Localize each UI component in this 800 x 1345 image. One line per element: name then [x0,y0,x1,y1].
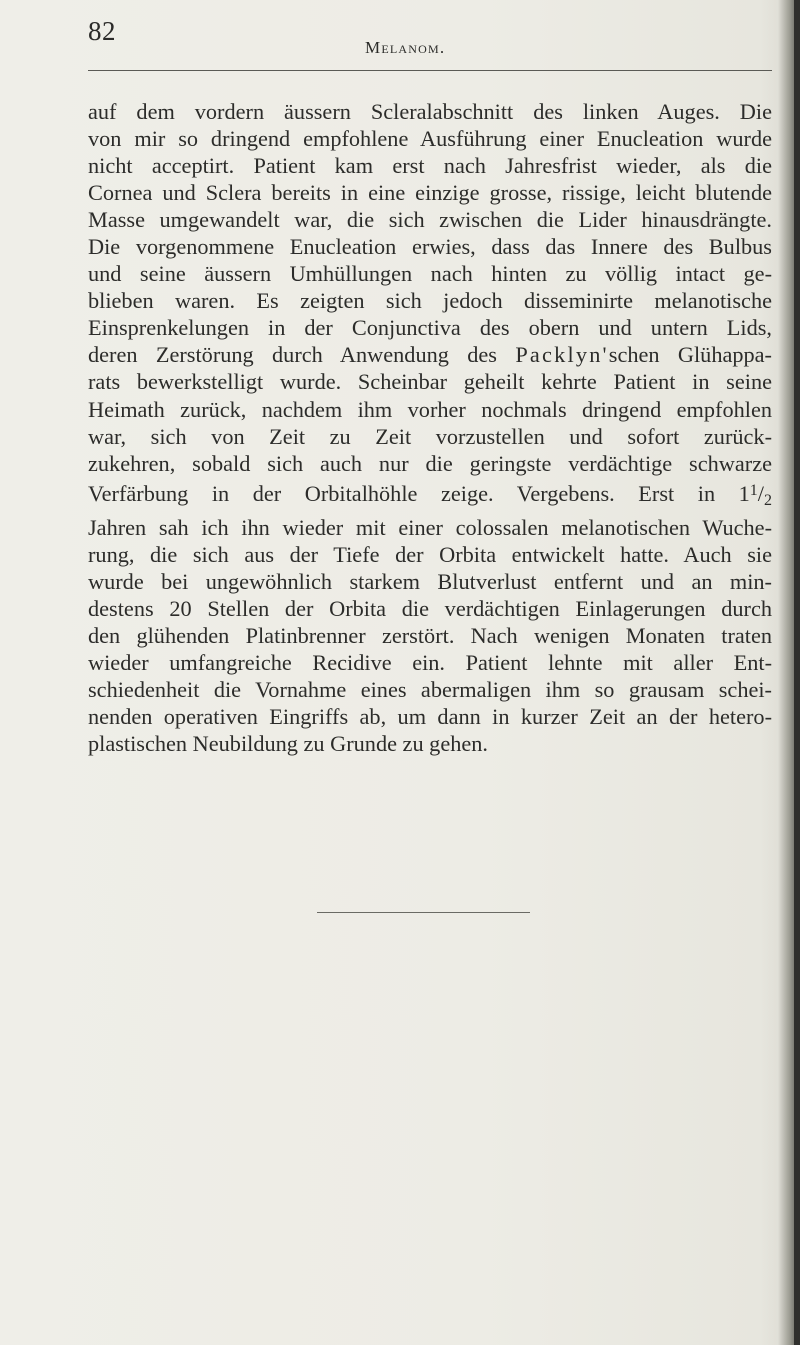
page-binding-edge [794,0,800,1345]
text-line: schiedenheit die Vornahme eines abermaligen ihm so grausam schei- [88,676,772,702]
text-line: wieder umfangreiche Recidive ein. Patient lehnte mit aller Ent- [88,649,772,675]
text-line: nicht acceptirt. Patient kam erst nach Jahresfrist wieder, als die [88,153,772,179]
text-line: plastischen Neubildung zu Grunde zu gehen. [88,731,488,757]
header-rule [88,70,772,71]
fraction-slash: / [757,480,764,506]
text-line: wurde bei ungewöhnlich starkem Blutverlust entfernt und an min- [88,568,772,594]
text-line: Die vorgenommene Enucleation erwies, dass das Innere des Bulbus [88,234,772,260]
text-line [88,341,772,368]
text-line: von mir so dringend empfohlene Ausführung einer Enucleation wurde [88,126,772,152]
spaced-name: Packlyn' [515,342,609,368]
text-line: auf dem vordern äussern Scleralabschnitt des linken Auges. Die [88,99,772,124]
text-line: Heimath zurück, nachdem ihm vorher nochmals dringend empfohlen [88,396,772,422]
text-segment: deren Zerstörung durch Anwendung des [88,342,497,368]
text-line: rung, die sich aus der Tiefe der Orbita entwickelt hatte. Auch sie [88,541,772,567]
fraction-whole: 1 [738,480,750,506]
text-line: nenden operativen Eingriffs ab, um dann in kurzer Zeit an der hetero- [88,704,772,730]
fraction-denominator: 2 [764,491,772,509]
fraction-numerator: 1 [749,481,758,499]
text-line: Einsprenkelungen in der Conjunctiva des obern und untern Lids, [88,315,772,341]
text-line: destens 20 Stellen der Orbita die verdächtigen Einlagerungen durch [88,595,772,621]
text-line: und seine äussern Umhüllungen nach hinten zu völlig intact ge- [88,261,772,287]
running-head: Melanom. [365,38,446,57]
text-line: rats bewerkstelligt wurde. Scheinbar geheilt kehrte Patient in seine [88,369,772,395]
text-line: blieben waren. Es zeigten sich jedoch disseminirte melanotische [88,288,772,314]
body-paragraph [88,98,772,757]
text-line: Masse umgewandelt war, die sich zwischen die Lider hinausdrängte. [88,207,772,233]
page-number: 82 [88,16,116,46]
text-line: zukehren, sobald sich auch nur die geringste verdächtige schwarze [88,450,772,476]
section-end-rule [317,912,530,913]
text-line: war, sich von Zeit zu Zeit vorzustellen und sofort zurück- [88,423,772,449]
text-segment: schen Glühappa- [608,342,772,368]
text-line: Cornea und Sclera bereits in eine einzige grosse, rissige, leicht blutende [88,180,772,206]
text-line: Jahren sah ich ihn wieder mit einer colossalen melanotischen Wuche- [88,514,772,540]
text-segment: Verfärbung in der Orbitalhöhle zeige. Vergebens. Erst in [88,480,716,506]
fraction [738,480,772,509]
text-line: den glühenden Platinbrenner zerstört. Nach wenigen Monaten traten [88,622,772,648]
text-line [88,477,772,514]
